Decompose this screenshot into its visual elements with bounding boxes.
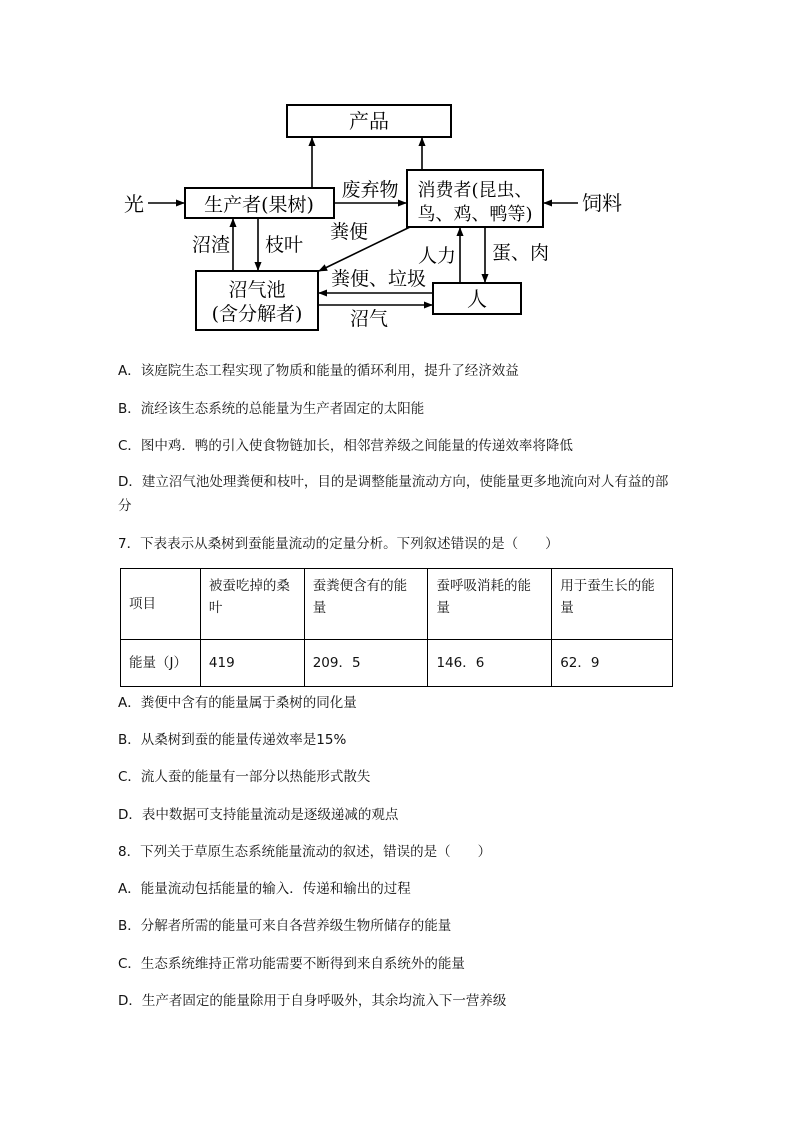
table-header-cell: 项目 (121, 569, 201, 640)
table-row (121, 640, 673, 687)
q6-option-a: A．该庭院生态工程实现了物质和能量的循环利用，提升了经济效益 (118, 363, 519, 379)
table-header-cell: 蚕呼吸消耗的能量 (428, 569, 552, 640)
q8-option-b: B．分解者所需的能量可来自各营养级生物所储存的能量 (118, 918, 452, 934)
table-cell: 能量（J） (121, 640, 201, 687)
q8-option-c: C．生态系统维持正常功能需要不断得到来自系统外的能量 (118, 956, 465, 972)
labor-label: 人力 (418, 245, 457, 267)
product-label: 产品 (349, 109, 389, 133)
human-label: 人 (467, 287, 487, 311)
dung-label: 粪便 (330, 221, 369, 243)
q6-option-b: B．流经该生态系统的总能量为生产者固定的太阳能 (118, 401, 425, 417)
q6-option-c: C．图中鸡．鸭的引入使食物链加长，相邻营养级之间能量的传递效率将降低 (118, 438, 573, 454)
residue-label: 沼渣 (192, 234, 231, 256)
pool-label-line1: 沼气池 (228, 279, 286, 301)
consumer-label-line2: 鸟、鸡、鸭等) (417, 204, 533, 225)
consumer-label-line1: 消费者(昆虫、 (417, 180, 533, 201)
light-label: 光 (124, 192, 144, 216)
q7-option-a: A．粪便中含有的能量属于桑树的同化量 (118, 695, 357, 711)
eggs-meat-label: 蛋、肉 (492, 242, 550, 264)
q7-option-b: B．从桑树到蚕的能量传递效率是15% (118, 732, 347, 748)
q8-option-a: A．能量流动包括能量的输入．传递和输出的过程 (118, 881, 411, 897)
producer-label: 生产者(果树) (204, 194, 314, 216)
energy-flow-diagram (0, 0, 794, 340)
dung-garbage-label: 粪便、垃圾 (331, 268, 427, 290)
biogas-label: 沼气 (350, 308, 389, 330)
table-header-cell: 蚕粪便含有的能量 (304, 569, 428, 640)
table-cell: 146．6 (428, 640, 552, 687)
waste-label: 废弃物 (341, 179, 399, 201)
q7-option-d: D．表中数据可支持能量流动是逐级递减的观点 (118, 807, 399, 823)
q7-stem: 7．下表表示从桑树到蚕能量流动的定量分析。下列叙述错误的是（ ） (118, 536, 559, 552)
q7-option-c: C．流人蚕的能量有一部分以热能形式散失 (118, 769, 371, 785)
q6-option-d: D．建立沼气池处理粪便和枝叶，目的是调整能量流动方向，使能量更多地流向对人有益的部分 (118, 474, 669, 514)
table-cell: 62．9 (552, 640, 673, 687)
branches-label: 枝叶 (265, 234, 304, 256)
table-cell: 209．5 (304, 640, 428, 687)
q8-stem: 8．下列关于草原生态系统能量流动的叙述，错误的是（ ） (118, 844, 492, 860)
table-cell: 419 (200, 640, 304, 687)
energy-table (120, 568, 673, 687)
table-header-cell: 用于蚕生长的能量 (552, 569, 673, 640)
table-header-row (121, 569, 673, 640)
q8-option-d: D．生产者固定的能量除用于自身呼吸外，其余均流入下一营养级 (118, 993, 507, 1009)
pool-label-line2: (含分解者) (211, 303, 303, 325)
feed-label: 饲料 (582, 191, 622, 215)
table-header-cell: 被蚕吃掉的桑叶 (200, 569, 304, 640)
